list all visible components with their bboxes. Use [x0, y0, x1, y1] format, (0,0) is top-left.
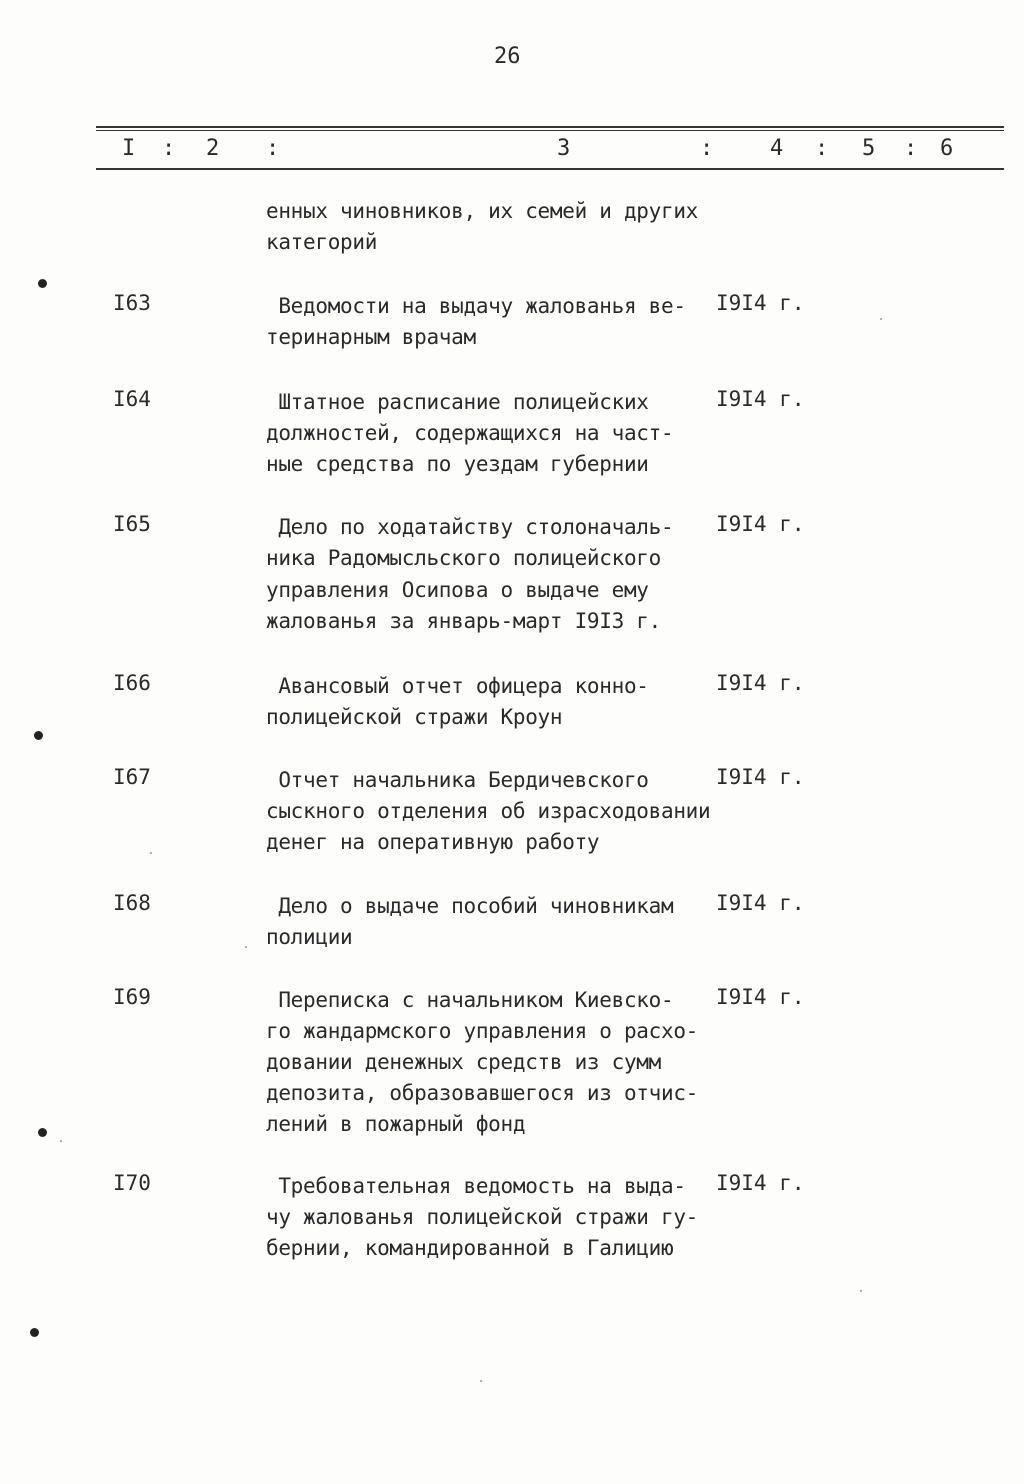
entry-title-line: Отчет начальника Бердичевского — [266, 768, 649, 792]
column-header-1: I — [122, 136, 136, 161]
entry-number: I70 — [113, 1171, 151, 1195]
entry-title-line: Дело по ходатайству столоначаль- — [266, 515, 674, 539]
entry-date: I9I4 г. — [716, 512, 805, 536]
column-header-4: 4 — [770, 136, 784, 161]
entry-date: I9I4 г. — [716, 765, 805, 789]
entry-title-line: сыскного отделения об израсходовании — [266, 799, 711, 823]
entry-number: I68 — [113, 891, 151, 915]
entry-title-line: полиции — [266, 925, 353, 949]
column-separator: : — [162, 136, 176, 161]
entry-title-line: Переписка с начальником Киевско- — [266, 988, 674, 1012]
entry-title-line: Ведомости на выдачу жалованья ве- — [266, 294, 686, 318]
entry-title-line: ника Радомысльского полицейского — [266, 546, 661, 570]
entry-number: I65 — [113, 512, 151, 536]
binding-hole-mark — [30, 1328, 39, 1337]
entry-title-line: жалованья за январь-март I9I3 г. — [266, 609, 661, 633]
entry-title-line: ные средства по уездам губернии — [266, 452, 649, 476]
entry-title-line: бернии, командированной в Галицию — [266, 1236, 674, 1260]
entry-title-line: должностей, содержащихся на част- — [266, 421, 674, 445]
binding-hole-mark — [38, 279, 47, 288]
entry-title-line: депозита, образовавшегося из отчис- — [266, 1081, 699, 1105]
binding-hole-mark — [34, 731, 43, 740]
entry-date: I9I4 г. — [716, 891, 805, 915]
entry-date: I9I4 г. — [716, 387, 805, 411]
entry-title-line: управления Осипова о выдаче ему — [266, 578, 649, 602]
entry-date: I9I4 г. — [716, 1171, 805, 1195]
continuation-line: енных чиновников, их семей и других — [266, 199, 699, 223]
entry-number: I66 — [113, 671, 151, 695]
paper-speck — [880, 318, 882, 320]
entry-date: I9I4 г. — [716, 985, 805, 1009]
paper-speck — [245, 946, 247, 948]
column-header-5: 5 — [862, 136, 876, 161]
entry-title-line: Авансовый отчет офицера конно- — [266, 674, 649, 698]
header-rule-top — [96, 126, 1004, 128]
entry-title-line: довании денежных средств из сумм — [266, 1050, 661, 1074]
entry-date: I9I4 г. — [716, 291, 805, 315]
binding-hole-mark — [38, 1128, 47, 1137]
header-rule-top-thin — [96, 130, 1004, 131]
entry-title-line: Требовательная ведомость на выда- — [266, 1174, 686, 1198]
column-separator: : — [904, 136, 918, 161]
header-rule-bottom — [96, 168, 1004, 170]
entry-date: I9I4 г. — [716, 671, 805, 695]
entry-title-line: Дело о выдаче пособий чиновникам — [266, 894, 674, 918]
paper-speck — [480, 1380, 482, 1382]
entry-number: I64 — [113, 387, 151, 411]
entry-title-line: го жандармского управления о расхо- — [266, 1019, 699, 1043]
column-separator: : — [266, 136, 280, 161]
entry-title-line: лений в пожарный фонд — [266, 1112, 526, 1136]
continuation-line: категорий — [266, 230, 378, 254]
column-header-6: 6 — [940, 136, 954, 161]
page-number: 26 — [494, 44, 521, 69]
entry-number: I63 — [113, 291, 151, 315]
paper-speck — [150, 852, 152, 854]
entry-title-line: теринарным врачам — [266, 325, 476, 349]
entry-number: I67 — [113, 765, 151, 789]
paper-speck — [860, 1290, 862, 1292]
column-header-3: 3 — [557, 136, 571, 161]
paper-speck — [60, 1140, 62, 1142]
entry-number: I69 — [113, 985, 151, 1009]
column-separator: : — [700, 136, 714, 161]
entry-title-line: чу жалованья полицейской стражи гу- — [266, 1205, 699, 1229]
column-header-2: 2 — [206, 136, 220, 161]
entry-title-line: Штатное расписание полицейских — [266, 390, 649, 414]
entry-title-line: полицейской стражи Кроун — [266, 705, 563, 729]
column-separator: : — [815, 136, 829, 161]
entry-title-line: денег на оперативную работу — [266, 830, 600, 854]
